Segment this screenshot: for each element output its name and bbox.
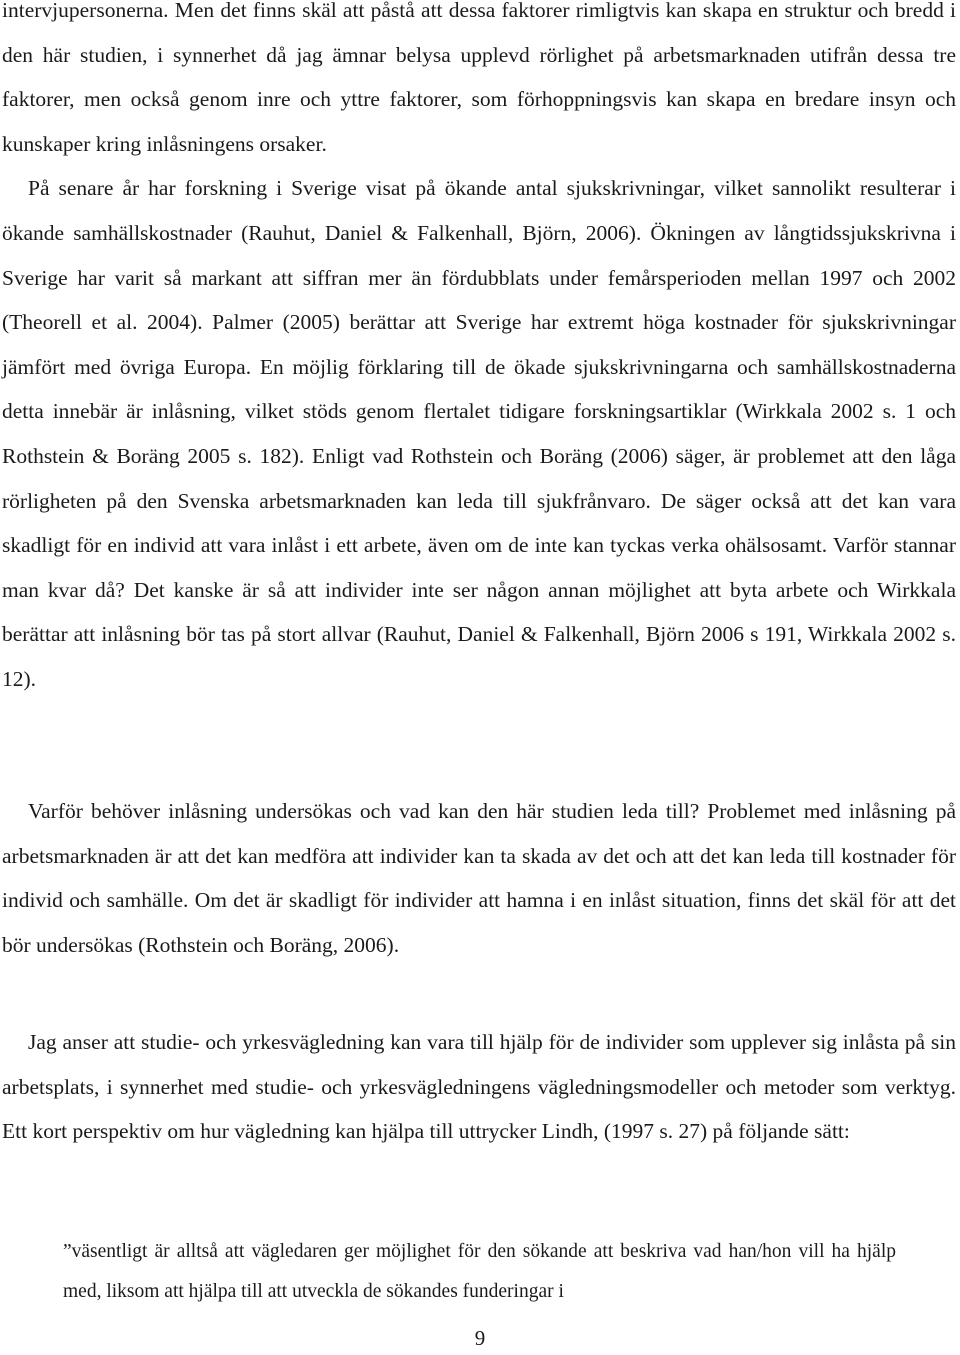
- paragraph-why-investigate: Varför behöver inlåsning undersökas och vad kan den här studien leda till? Problemet med inlåsning på arbetsmarknaden är att det kan medföra att individer kan ta skada av det och att det kan leda till kostnader för individ och samhälle. Om det är skadligt för individer att hamna i en inlåst situation, finns det skäl för att det bör undersökas (Rothstein och Boräng, 2006).: [2, 799, 956, 957]
- page-number: 9: [474, 1326, 486, 1350]
- body-text-block-1: [2, 0, 956, 702]
- body-text-block-2: [2, 789, 956, 967]
- body-text-block-3: [2, 1020, 956, 1154]
- block-quote: ”väsentligt är alltså att vägledaren ger möjlighet för den sökande att beskriva vad han/hon vill ha hjälp med, liksom att hjälpa till att utveckla de sökandes funderingar i: [63, 1241, 896, 1302]
- paragraph-continuation: intervjupersonerna. Men det finns skäl att påstå att dessa faktorer rimligtvis kan skapa en struktur och bredd i den här studien, i synnerhet då jag ämnar belysa upplevd rörlighet på arbetsmarknaden utifrån dessa tre faktorer, men också genom inre och yttre faktorer, som förhoppningsvis kan skapa en bredare insyn och kunskaper kring inlåsningens orsaker.: [2, 0, 956, 156]
- paragraph-guidance: Jag anser att studie- och yrkesvägledning kan vara till hjälp för de individer som upplever sig inlåsta på sin arbetsplats, i synnerhet med studie- och yrkesvägledningens vägledningsmodeller och metoder som verktyg. Ett kort perspektiv om hur vägledning kan hjälpa till uttrycker Lindh, (1997 s. 27) på följande sätt:: [2, 1030, 956, 1144]
- paragraph-sick-leave-research: På senare år har forskning i Sverige visat på ökande antal sjukskrivningar, vilket sannolikt resulterar i ökande samhällskostnader (Rauhut, Daniel & Falkenhall, Björn, 2006). Ökningen av långtidssjukskrivna i Sverige har varit så markant att siffran mer än fördubblats under femårsperioden mellan 1997 och 2002 (Theorell et al. 2004). Palmer (2005) berättar att Sverige har extremt höga kostnader för sjukskrivningar jämfört med övriga Europa. En möjlig förklaring till de ökade sjukskrivningarna och samhällskostnaderna detta innebär är inlåsning, vilket stöds genom flertalet tidigare forskningsartiklar (Wirkkala 2002 s. 1 och Rothstein & Boräng 2005 s. 182). Enligt vad Rothstein och Boräng (2006) säger, är problemet att den låga rörligheten på den Svenska arbetsmarknaden kan leda till sjukfrånvaro. De säger också att det kan vara skadligt för en individ att vara inlåst i ett arbete, även om de inte kan tyckas verka ohälsosamt. Varför stannar man kvar då? Det kanske är så att individer inte ser någon annan möjlighet att byta arbete och Wirkkala berättar att inlåsning bör tas på stort allvar (Rauhut, Daniel & Falkenhall, Björn 2006 s 191, Wirkkala 2002 s. 12).: [2, 176, 956, 691]
